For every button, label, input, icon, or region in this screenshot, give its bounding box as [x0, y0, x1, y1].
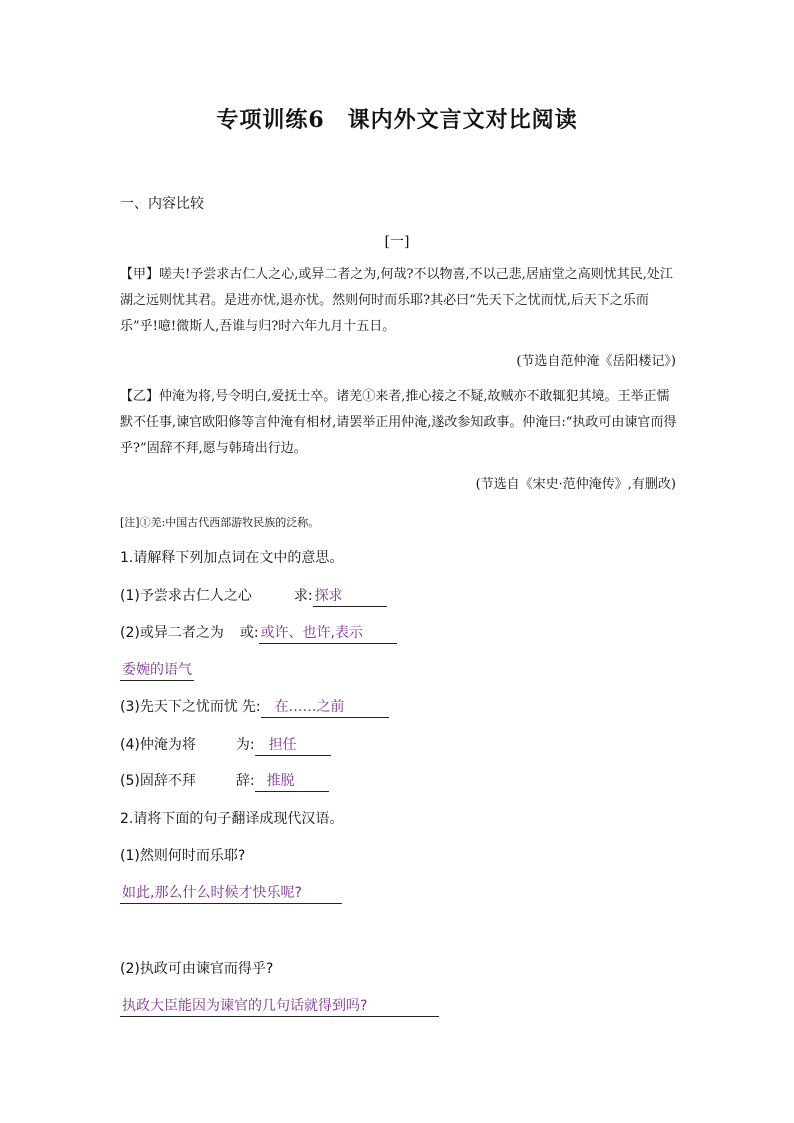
item-word: 辞: — [235, 773, 255, 789]
item-word: 为: — [235, 737, 255, 753]
passage-jia: 【甲】嗟夫!予尝求古仁人之心,或异二者之为,何哉?不以物喜,不以己悲,居庙堂之高则忧其民,处江湖之远则忧其君。是进亦忧,退亦忧。然则何时而乐耶?其必曰“先天下之忧而忧,后天下之乐而乐”乎!噫!微斯人,吾谁与归?时六年九月十五日。 — [120, 267, 673, 334]
question-1-item-5 — [120, 770, 329, 792]
item-word: 求: — [293, 588, 313, 604]
answer-blank: 推脱 — [255, 770, 329, 792]
footnote: [注]①羌:中国古代西部游牧民族的泛称。 — [120, 516, 320, 529]
question-1-stem: 1.请解释下列加点词在文中的意思。 — [120, 550, 344, 566]
answer-blank: 探求 — [313, 585, 387, 607]
item-sentence: (5)固辞不拜 — [120, 773, 196, 789]
item-word: 或: — [239, 625, 259, 641]
item-sentence: (2)或异二者之为 — [120, 625, 224, 641]
question-1-item-3 — [120, 696, 389, 718]
question-1-item-2 — [120, 622, 397, 644]
item-word: 先: — [241, 699, 261, 715]
question-1-item-1 — [120, 585, 387, 607]
passage-number: [一] — [384, 234, 410, 250]
answer-blank: 担任 — [255, 734, 331, 756]
passage-yi: 【乙】仲淹为将,号令明白,爱抚士卒。诸羌①来者,推心接之不疑,故贼亦不敢辄犯其境。王举正懦默不任事,谏官欧阳修等言仲淹有相材,请罢举正用仲淹,遂改参知政事。仲淹曰:“执政可由谏官而得乎?”固辞不拜,愿与韩琦出行边。 — [120, 389, 677, 456]
item-sentence: (1)予尝求古仁人之心 — [120, 588, 252, 604]
answer-blank: 在……之前 — [261, 696, 389, 718]
passage-yi-source: (节选自《宋史·范仲淹传》,有删改) — [475, 477, 676, 492]
question-2-answer-2 — [120, 995, 439, 1017]
section-heading: 一、内容比较 — [120, 196, 204, 212]
question-2-answer-1 — [120, 882, 342, 904]
answer-blank-continued: 委婉的语气 — [120, 659, 194, 681]
question-2-item-1: (1)然则何时而乐耶? — [120, 848, 246, 864]
page-title: 专项训练6 课内外文言文对比阅读 — [216, 107, 578, 133]
question-2-stem: 2.请将下面的句子翻译成现代汉语。 — [120, 811, 344, 827]
passage-jia-source: (节选自范仲淹《岳阳楼记》) — [516, 354, 676, 369]
question-1-item-2-cont — [120, 659, 194, 681]
question-1-item-4 — [120, 734, 331, 756]
answer-blank: 如此,那么什么时候才快乐呢? — [120, 882, 342, 904]
answer-blank: 执政大臣能因为谏官的几句话就得到吗? — [120, 995, 439, 1017]
answer-blank: 或许、也许,表示 — [259, 622, 397, 644]
item-sentence: (3)先天下之忧而忧 — [120, 699, 238, 715]
question-2-item-2: (2)执政可由谏官而得乎? — [120, 961, 274, 977]
item-sentence: (4)仲淹为将 — [120, 737, 196, 753]
